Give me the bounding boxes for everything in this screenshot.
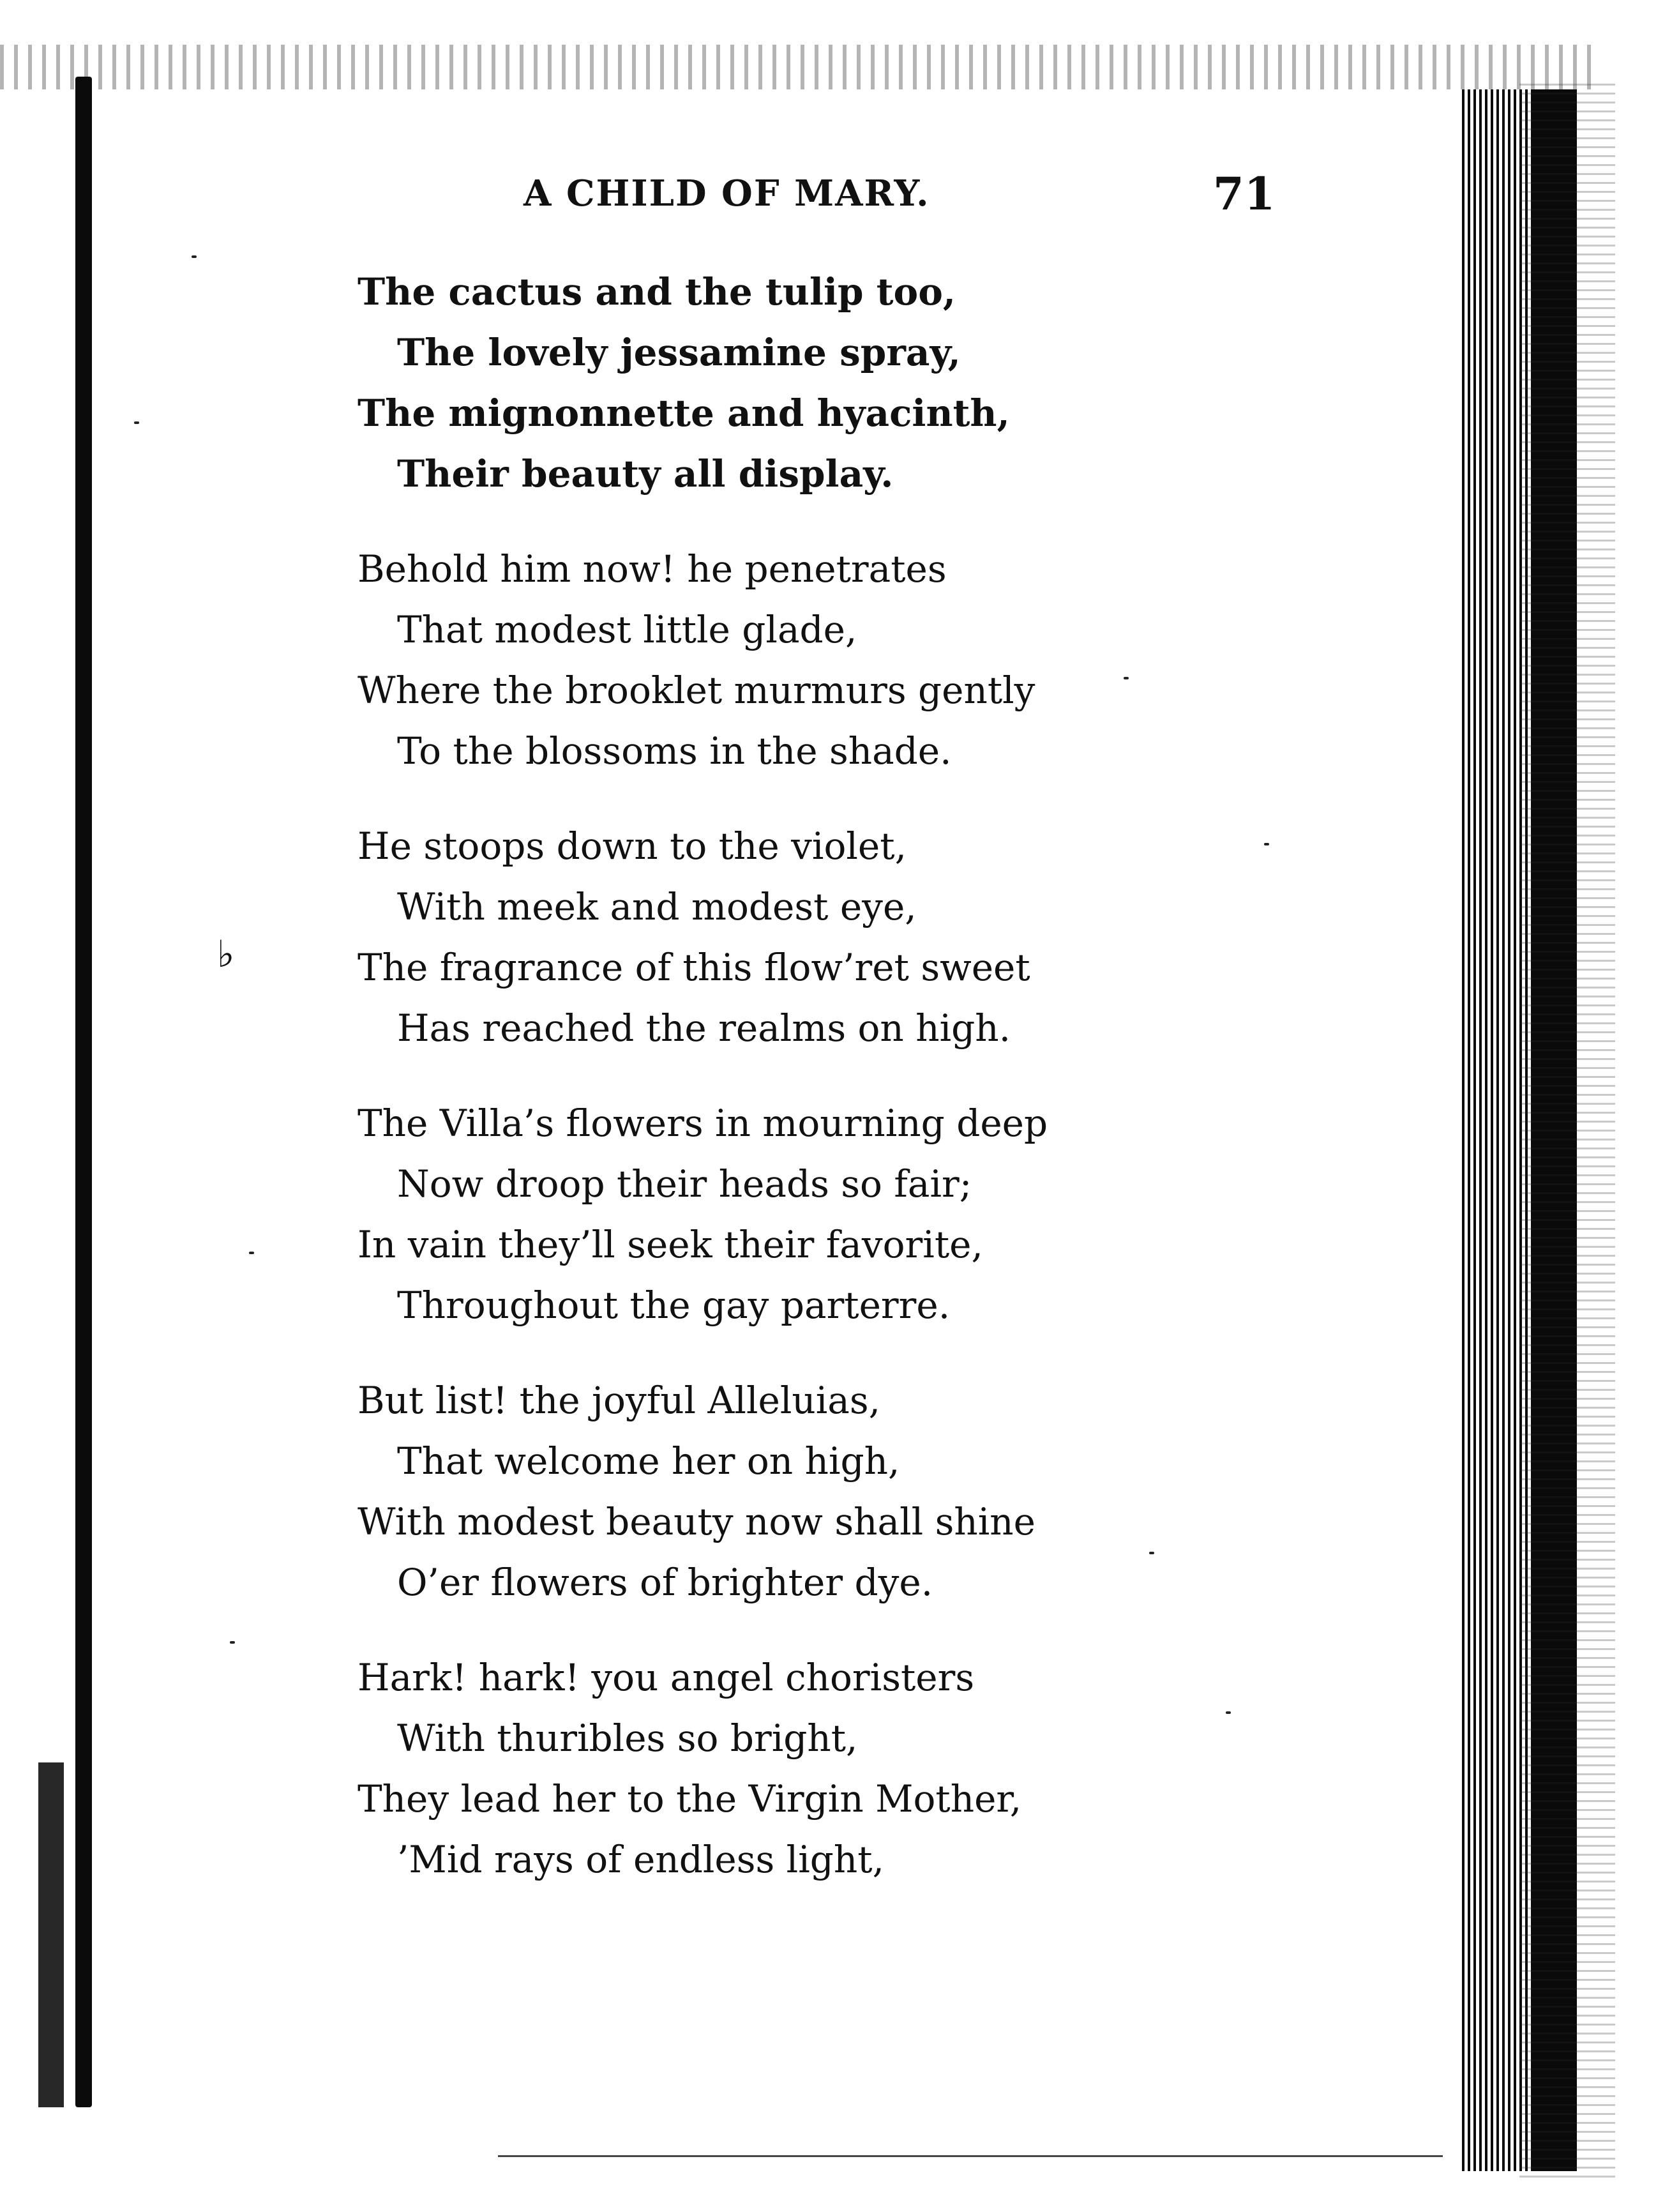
left-binding-shadow [75, 77, 92, 2107]
right-edge-noise [1519, 83, 1615, 2178]
poem-line: That welcome her on high, [397, 1439, 900, 1483]
poem-line: The Villa’s flowers in mourning deep [358, 1102, 1048, 1145]
poem-line: The lovely jessamine spray, [397, 331, 961, 374]
poem [358, 262, 1379, 1925]
poem-line: The fragrance of this flow’ret sweet [358, 946, 1030, 989]
poem-line: Now droop their heads so fair; [397, 1162, 972, 1206]
stanza [358, 1648, 1379, 1890]
scan-speck [192, 255, 197, 258]
poem-line: O’er flowers of brighter dye. [397, 1561, 933, 1604]
poem-line: Where the brooklet murmurs gently [358, 669, 1035, 712]
poem-line: That modest little glade, [397, 608, 857, 651]
stanza [358, 262, 1379, 504]
poem-line: ’Mid rays of endless light, [397, 1838, 885, 1881]
stanza [358, 1370, 1379, 1613]
poem-line: He stoops down to the violet, [358, 824, 907, 868]
poem-line: With modest beauty now shall shine [358, 1500, 1035, 1543]
poem-line: In vain they’ll seek their favorite, [358, 1223, 983, 1266]
poem-line: Their beauty all display. [397, 452, 894, 496]
stanza [358, 1093, 1379, 1336]
scan-speck [134, 421, 139, 424]
poem-line: Behold him now! he penetrates [358, 547, 947, 591]
left-binding-shadow-lower [38, 1762, 64, 2107]
poem-line: To the blossoms in the shade. [397, 729, 952, 773]
top-page-edge [0, 45, 1596, 89]
poem-line: With thuribles so bright, [397, 1716, 858, 1760]
poem-line: Throughout the gay parterre. [397, 1284, 951, 1327]
margin-mark: ♭ [217, 932, 235, 976]
stanza [358, 539, 1379, 782]
poem-line: With meek and modest eye, [397, 885, 917, 928]
poem-line: Hark! hark! you angel choristers [358, 1656, 975, 1699]
bottom-page-edge [498, 2155, 1443, 2157]
scan-speck [230, 1641, 235, 1644]
poem-line: Has reached the realms on high. [397, 1006, 1011, 1050]
poem-line: The cactus and the tulip too, [358, 270, 956, 314]
poem-line: The mignonnette and hyacinth, [358, 391, 1010, 435]
stanza [358, 816, 1379, 1059]
running-head: A CHILD OF MARY. [523, 172, 930, 215]
poem-line: They lead her to the Virgin Mother, [358, 1777, 1022, 1821]
poem-line: But list! the joyful Alleluias, [358, 1379, 881, 1422]
scan-speck [249, 1252, 254, 1254]
page-number: 71 [1213, 167, 1276, 220]
